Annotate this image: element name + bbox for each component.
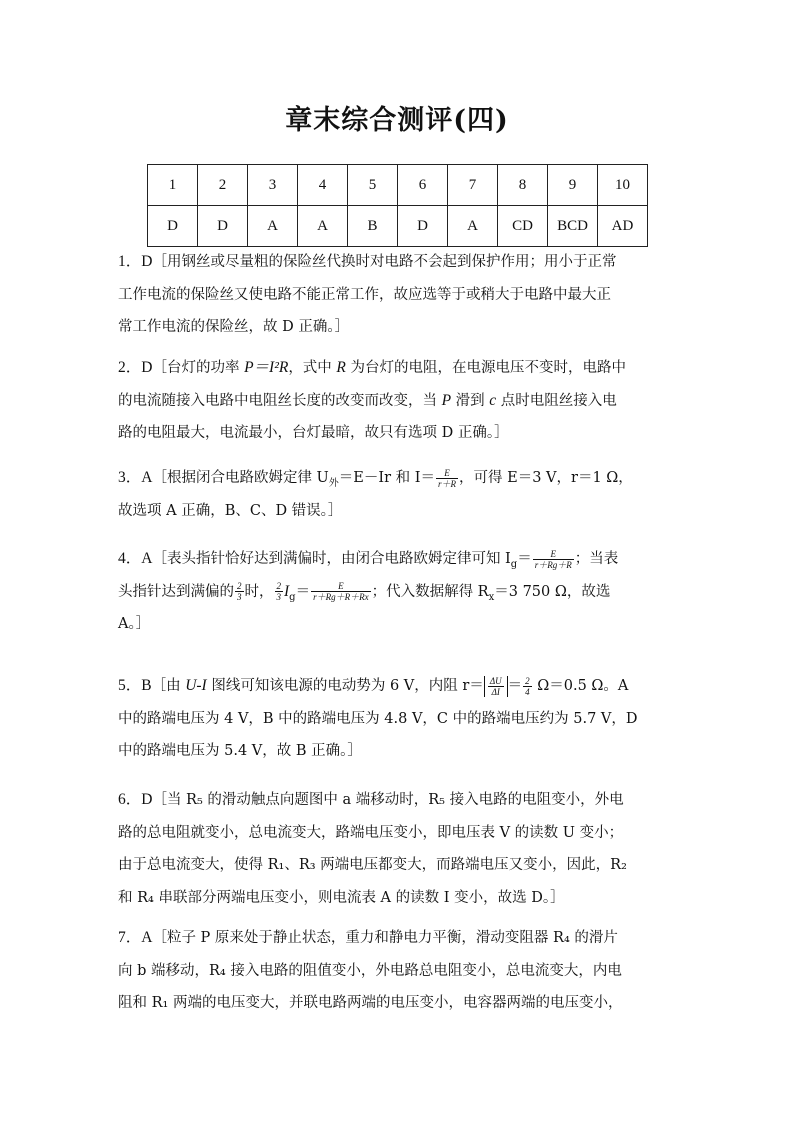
fraction-denominator: r＋Rg＋R＋Rx xyxy=(313,592,369,602)
fraction-numerator: 2 xyxy=(276,581,281,591)
subscript: x xyxy=(488,591,495,603)
question-head: 7．A xyxy=(118,929,153,946)
explanation-text: 时， xyxy=(244,583,274,600)
fraction xyxy=(235,581,244,602)
explanation-text: 点时电阻丝接入电 xyxy=(496,392,617,409)
explanation-text: ［当 R₅ 的滑动触点向题图中 a 端移动时，R₅ 接入电路的电阻变小，外电 xyxy=(152,792,624,808)
explanation-line xyxy=(118,246,678,279)
explanation-line xyxy=(118,784,678,817)
explanation-text: ［由 xyxy=(151,678,186,694)
fraction-numerator: 2 xyxy=(525,675,530,686)
question-number: 8 xyxy=(498,165,548,206)
fraction-numerator: 2 xyxy=(237,581,242,591)
answer-explanation-1 xyxy=(118,246,678,344)
explanation-line: 向 b 端移动，R₄ 接入电路的阻值变小，外电路总电阻变小，总电流变大，内电 xyxy=(118,962,622,979)
answer-cell: CD xyxy=(498,206,548,247)
explanation-line: A。］ xyxy=(118,616,151,632)
explanation-text: 为台灯的电阻，在电源电压不变时，电路中 xyxy=(345,360,626,376)
math-symbol: P xyxy=(441,391,452,409)
fraction-denominator: r＋Rg＋R xyxy=(534,559,572,570)
question-number: 9 xyxy=(548,165,598,206)
explanation-text: ＝3 750 Ω，故选 xyxy=(494,583,611,600)
answer-cell: D xyxy=(148,206,198,247)
fraction xyxy=(436,468,458,489)
fraction xyxy=(488,676,504,697)
explanation-line: 中的路端电压为 5.4 V，故 B 正确。］ xyxy=(118,743,362,759)
fraction xyxy=(533,549,574,570)
question-head: 3．A xyxy=(118,469,153,486)
question-head: 6．D xyxy=(118,791,153,808)
question-number: 4 xyxy=(298,165,348,206)
explanation-text: ＝E－Ir 和 I＝ xyxy=(338,470,435,486)
explanation-text: Ω＝0.5 Ω。A xyxy=(532,678,629,694)
question-number: 7 xyxy=(448,165,498,206)
answer-cell: A xyxy=(298,206,348,247)
page-title: 章末综合测评(四) xyxy=(285,105,509,136)
question-number: 6 xyxy=(398,165,448,206)
answer-cell: BCD xyxy=(548,206,598,247)
question-head: 5．B xyxy=(118,677,152,694)
explanation-line: 由于总电流变大，使得 R₁、R₃ 两端电压都变大，而路端电压又变小，因此，R₂ xyxy=(118,857,627,873)
fraction-numerator: ΔU xyxy=(489,675,502,686)
answer-table-answer-row xyxy=(148,206,648,247)
math-symbol: R xyxy=(336,359,346,376)
absolute-value xyxy=(484,676,508,697)
answer-cell: A xyxy=(248,206,298,247)
math-symbol: c xyxy=(489,391,497,409)
question-head: 1．D xyxy=(118,253,153,270)
fraction-numerator: E xyxy=(311,581,371,592)
fraction xyxy=(523,676,532,697)
explanation-line: 路的电阻最大，电流最小，台灯最暗，故只有选项 D 正确。］ xyxy=(118,425,509,441)
answer-cell: AD xyxy=(598,206,648,247)
explanation-line xyxy=(118,922,678,955)
subscript: g xyxy=(510,558,518,570)
answer-explanation-4 xyxy=(118,543,678,641)
answer-cell: D xyxy=(398,206,448,247)
explanation-line: 故选项 A 正确，B、C、D 错误。］ xyxy=(118,502,343,519)
explanation-line xyxy=(118,385,678,418)
question-head: 2．D xyxy=(118,359,153,376)
fraction-numerator: E xyxy=(533,549,574,560)
fraction-denominator: ΔI xyxy=(491,686,500,697)
fraction-denominator: 3 xyxy=(237,592,242,602)
answer-explanation-2 xyxy=(118,352,678,450)
question-number: 2 xyxy=(198,165,248,206)
answer-table-number-row xyxy=(148,165,648,206)
answer-explanation-7 xyxy=(118,922,678,1020)
explanation-line: 阻和 R₁ 两端的电压变大，并联电路两端的电压变小，电容器两端的电压变小， xyxy=(118,995,623,1011)
fraction xyxy=(275,581,284,602)
explanation-line xyxy=(118,352,678,385)
answer-explanation-5 xyxy=(118,670,678,768)
fraction-denominator: 3 xyxy=(276,592,281,602)
question-number: 5 xyxy=(348,165,398,206)
question-number: 3 xyxy=(248,165,298,206)
explanation-text: ，可得 E＝3 V，r＝1 Ω， xyxy=(459,470,633,486)
fraction-numerator: E xyxy=(436,468,458,479)
explanation-text: ，式中 xyxy=(288,360,337,376)
explanation-line: 和 R₄ 串联部分两端电压变小，则电流表 A 的读数 I 变小，故选 D。］ xyxy=(118,889,565,906)
fraction xyxy=(311,581,371,602)
answer-cell: A xyxy=(448,206,498,247)
question-head: 4．A xyxy=(118,550,153,567)
explanation-text: ＝ xyxy=(517,551,532,567)
explanation-text: 的电流随接入电路中电阻丝长度的改变而改变，当 xyxy=(118,392,442,409)
fraction-denominator: 4 xyxy=(525,686,530,697)
explanation-text: ［台灯的功率 xyxy=(152,360,245,376)
power-formula: P＝I²R xyxy=(244,359,289,376)
subscript: g xyxy=(289,591,296,603)
explanation-text: ［用钢丝或尽量粗的保险丝代换时对电路不会起到保护作用；用小于正常 xyxy=(152,254,617,270)
explanation-text: ［表头指针恰好达到满偏时，由闭合电路欧姆定律可知 I xyxy=(152,551,511,567)
explanation-text: ＝ xyxy=(295,583,311,600)
explanation-line: 路的总电阻就变小，总电流变大，路端电压变小，即电压表 V 的读数 U 变小； xyxy=(118,824,624,841)
math-symbol: U-I xyxy=(185,677,207,694)
explanation-line xyxy=(118,670,678,703)
question-number: 10 xyxy=(598,165,648,206)
math-symbol: I xyxy=(284,582,290,600)
explanation-line xyxy=(118,462,678,495)
explanation-line xyxy=(118,543,678,576)
subscript: 外 xyxy=(328,477,339,489)
explanation-text: ［根据闭合电路欧姆定律 U xyxy=(152,470,329,486)
answer-table xyxy=(147,164,648,247)
explanation-text: ；代入数据解得 R xyxy=(371,583,489,600)
explanation-line: 常工作电流的保险丝，故 D 正确。］ xyxy=(118,319,350,335)
explanation-text: ；当表 xyxy=(574,551,619,567)
explanation-text: 图线可知该电源的电动势为 6 V，内阻 r＝ xyxy=(206,678,484,694)
question-number: 1 xyxy=(148,165,198,206)
answer-cell: D xyxy=(198,206,248,247)
explanation-text: 滑到 xyxy=(451,392,490,409)
fraction-denominator: r＋R xyxy=(438,478,457,489)
answer-cell: B xyxy=(348,206,398,247)
explanation-line xyxy=(118,576,678,609)
explanation-line: 中的路端电压为 4 V，B 中的路端电压为 4.8 V，C 中的路端电压约为 5.7 V，D xyxy=(118,710,638,727)
answer-explanation-3 xyxy=(118,462,678,527)
explanation-line: 工作电流的保险丝又使电路不能正常工作，故应选等于或稍大于电路中最大正 xyxy=(118,286,611,303)
answer-explanation-6 xyxy=(118,784,678,914)
explanation-text: ［粒子 P 原来处于静止状态，重力和静电力平衡，滑动变阻器 R₄ 的滑片 xyxy=(152,930,618,946)
explanation-text: 头指针达到满偏的 xyxy=(118,583,234,600)
explanation-text: ＝ xyxy=(507,678,523,694)
